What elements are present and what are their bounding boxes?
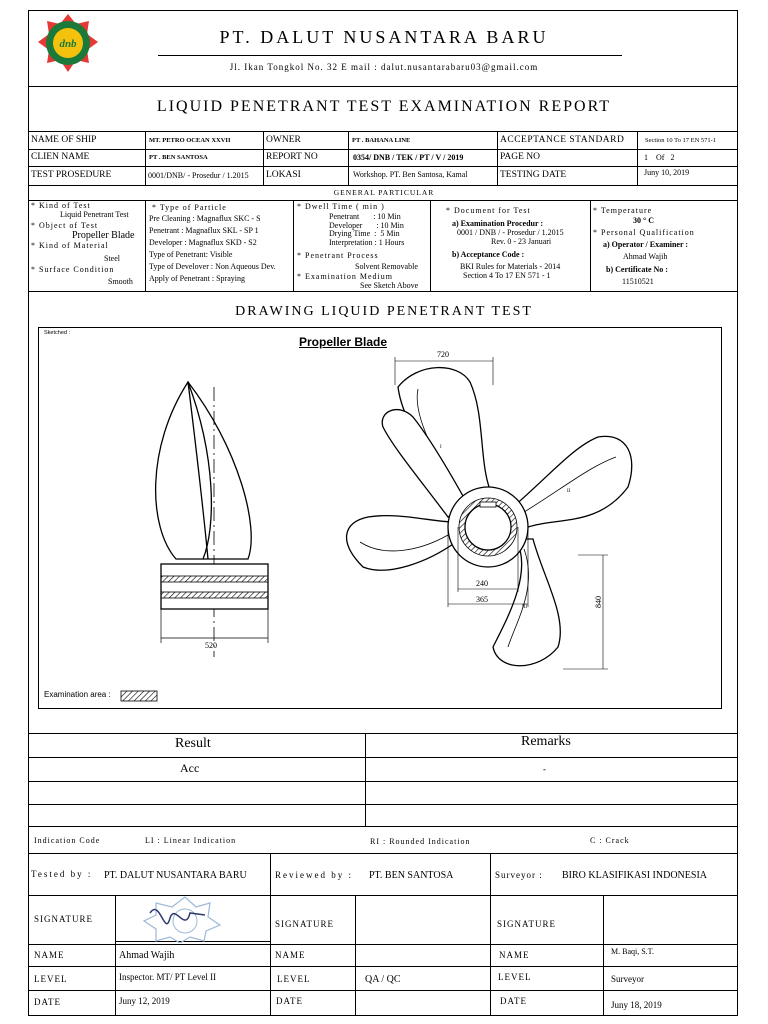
- indication-li: LI : Linear Indication: [145, 836, 237, 845]
- name-label-2: NAME: [275, 950, 306, 960]
- temp-value: 30 ° C: [633, 216, 654, 225]
- doc-a-line-2: Rev. 0 - 23 Januari: [491, 237, 552, 246]
- doc-b-line-1: BKI Rules for Materials - 2014: [460, 262, 561, 271]
- acceptance-value: Section 10 To 17 EN 571-1: [645, 137, 717, 144]
- qual-label: * Personal Qualification: [593, 228, 695, 237]
- date-label-1: DATE: [34, 997, 61, 1007]
- dim-840: 840: [594, 596, 603, 608]
- testing-date-label: TESTING DATE: [500, 170, 567, 180]
- client-value: PT . BEN SANTOSA: [149, 154, 208, 161]
- page-no-value: 1 Of 2: [644, 153, 675, 162]
- blade-side-view: [156, 382, 268, 657]
- document-label: * Document for Test: [446, 206, 531, 215]
- kind-test-value: Liquid Penetrant Test: [60, 210, 129, 219]
- temp-label: * Temperature: [593, 206, 653, 215]
- material-value: Steel: [104, 254, 120, 263]
- surface-value: Smooth: [108, 277, 133, 286]
- logo-text: dnb: [59, 38, 77, 50]
- doc-b-line-2: Section 4 To 17 EN 571 - 1: [463, 271, 551, 280]
- name-label-3: NAME: [499, 950, 530, 960]
- surveyor-label: Surveyor :: [495, 870, 543, 880]
- object-value: Propeller Blade: [72, 230, 135, 241]
- tester-name: Ahmad Wajih: [119, 950, 175, 961]
- tester-date: Juny 12, 2019: [119, 996, 170, 1006]
- particle-line-6: Apply of Penetrant : Spraying: [149, 274, 245, 283]
- drawing-svg: [38, 327, 722, 709]
- particle-line-1: Pre Cleaning : Magnaflux SKC - S: [149, 214, 261, 223]
- exam-area-swatch: [121, 691, 157, 701]
- particle-line-2: Penetrant : Magnaflux SKL - SP 1: [149, 226, 259, 235]
- blade-label-ii: II: [567, 489, 571, 494]
- name-label-1: NAME: [34, 950, 65, 960]
- qual-b-label: b) Certificate No :: [606, 265, 668, 274]
- particle-line-5: Type of Develover : Non Aqueous Dev.: [149, 262, 276, 271]
- remarks-label: Remarks: [521, 734, 571, 749]
- procedure-value: 0001/DNB/ - Prosedur / 1.2015: [148, 171, 249, 180]
- indication-c: C : Crack: [590, 836, 630, 845]
- doc-a-label: a) Examination Procedur :: [452, 219, 544, 228]
- process-label: * Penetrant Process: [297, 251, 379, 260]
- lokasi-value: Workshop. PT. Ben Santosa, Kamal: [353, 170, 468, 179]
- particle-line-3: Developer : Magnaflux SKD - S2: [149, 238, 257, 247]
- reviewed-by-value: PT. BEN SANTOSA: [369, 870, 454, 881]
- page-no-label: PAGE NO: [500, 152, 541, 162]
- exam-area-label: Examination area :: [44, 690, 111, 699]
- surveyor-level: Surveyor: [611, 974, 644, 984]
- dwell-label: * Dwell Time ( min ): [297, 202, 385, 211]
- qual-b-value: 11510521: [622, 277, 654, 286]
- client-label: CLIEN NAME: [31, 152, 90, 162]
- medium-value: See Sketch Above: [360, 281, 419, 290]
- level-label-1: LEVEL: [34, 974, 68, 984]
- lokasi-label: LOKASI: [266, 170, 301, 180]
- company-name: PT. DALUT NUSANTARA BARU: [219, 27, 549, 47]
- report-no-label: REPORT NO: [266, 152, 318, 162]
- level-label-2: LEVEL: [277, 974, 311, 984]
- tested-by-label: Tested by :: [31, 869, 93, 879]
- blade-label-i: I: [440, 445, 442, 450]
- dim-720: 720: [437, 350, 449, 359]
- report-no-value: 0354/ DNB / TEK / PT / V / 2019: [353, 153, 464, 162]
- qual-a-value: Ahmad Wajih: [623, 252, 668, 261]
- blade-label-iii: III: [522, 605, 527, 610]
- owner-value: PT . BAHANA LINE: [352, 137, 411, 144]
- drawing-title: DRAWING LIQUID PENETRANT TEST: [235, 304, 533, 319]
- surveyor-name: M. Baqi, S.T.: [611, 947, 654, 956]
- signature-label-3: SIGNATURE: [497, 919, 557, 929]
- particle-label: * Type of Particle: [152, 203, 227, 212]
- reviewed-by-label: Reviewed by :: [275, 870, 353, 880]
- ship-label: NAME OF SHIP: [31, 135, 97, 145]
- dim-365: 365: [476, 595, 488, 604]
- tested-by-value: PT. DALUT NUSANTARA BARU: [104, 870, 247, 881]
- result-label: Result: [175, 736, 211, 751]
- particle-line-4: Type of Penetrant: Visible: [149, 250, 233, 259]
- qual-a-label: a) Operator / Examiner :: [603, 240, 689, 249]
- general-title: GENERAL PARTICULAR: [333, 188, 435, 197]
- doc-a-line-1: 0001 / DNB / - Prosedur / 1.2015: [457, 228, 564, 237]
- acceptance-label: ACCEPTANCE STANDARD: [500, 135, 625, 145]
- reviewer-level: QA / QC: [365, 974, 401, 985]
- material-label: * Kind of Material: [31, 241, 109, 250]
- company-address: Jl. Ikan Tongkol No. 32 E mail : dalut.nusantarabaru03@gmail.com: [229, 62, 539, 72]
- dim-520: 520: [205, 641, 217, 650]
- dwell-line-3: Drying Time : 5 Min: [329, 229, 400, 238]
- dwell-line-1: Penetrant : 10 Min: [329, 212, 401, 221]
- kind-test-label: * Kind of Test: [31, 201, 91, 210]
- object-label: * Object of Test: [31, 221, 99, 230]
- date-label-2: DATE: [276, 996, 303, 1006]
- surveyor-date: Juny 18, 2019: [611, 1000, 662, 1010]
- indication-ri: RI : Rounded Indication: [370, 837, 471, 846]
- dwell-line-2: Developer : 10 Min: [329, 221, 404, 230]
- tester-level: Inspector. MT/ PT Level II: [119, 972, 217, 982]
- procedure-label: TEST PROSEDURE: [31, 170, 112, 180]
- drawing-subject: Propeller Blade: [299, 335, 388, 349]
- remarks-value: -: [543, 764, 546, 774]
- propeller-front-view: [347, 368, 632, 666]
- dim-240: 240: [476, 579, 488, 588]
- dwell-line-4: Interpretation : 1 Hours: [329, 238, 405, 247]
- owner-label: OWNER: [266, 135, 301, 145]
- signature-label-1: SIGNATURE: [34, 914, 94, 924]
- sketched-label: Sketched :: [44, 330, 70, 336]
- date-label-3: DATE: [500, 996, 527, 1006]
- doc-b-label: b) Acceptance Code :: [452, 250, 525, 259]
- indication-code-label: Indication Code: [34, 836, 101, 845]
- tester-signature-stamp: [130, 893, 240, 943]
- signature-label-2: SIGNATURE: [275, 919, 335, 929]
- surveyor-value: BIRO KLASIFIKASI INDONESIA: [562, 870, 707, 881]
- medium-label: * Examination Medium: [297, 272, 393, 281]
- ship-value: MT. PETRO OCEAN XXVII: [149, 137, 231, 144]
- result-value: Acc: [180, 761, 200, 775]
- surface-label: * Surface Condition: [31, 265, 115, 274]
- level-label-3: LEVEL: [498, 972, 532, 982]
- process-value: Solvent Removable: [355, 262, 418, 271]
- report-title: LIQUID PENETRANT TEST EXAMINATION REPORT: [156, 98, 612, 115]
- testing-date-value: Juny 10, 2019: [644, 168, 690, 177]
